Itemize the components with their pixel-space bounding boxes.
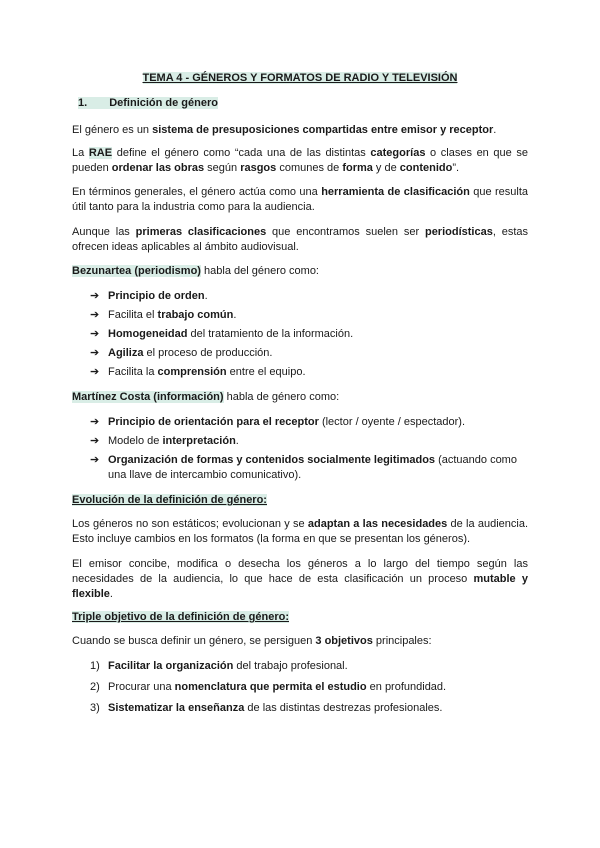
list-item: ➔ Organización de formas y contenidos socialmente legitimados (actuando como una llave de intercambio comunicativo). — [90, 454, 517, 481]
martinez-costa-name: Martínez Costa (información) — [72, 391, 224, 403]
paragraph-rae: La RAE define el género como “cada una de las distintas categorías o clases en que se pueden ordenar las obras según rasgos comunes de forma y de contenido”. — [72, 147, 528, 174]
arrow-bullet-icon: ➔ — [90, 454, 100, 466]
section-heading-1 — [78, 96, 534, 111]
list-item: ➔ Modelo de interpretación. — [90, 435, 239, 447]
page-title-text: TEMA 4 - GÉNEROS Y FORMATOS DE RADIO Y TELEVISIÓN — [142, 72, 458, 84]
arrow-bullet-icon: ➔ — [90, 290, 100, 302]
paragraph-classification-tool: En términos generales, el género actúa como una herramienta de clasificación que resulta útil tanto para la industria como para la audiencia. — [72, 186, 528, 213]
page-title — [0, 71, 600, 86]
list-item: ➔ Homogeneidad del tratamiento de la información. — [90, 328, 354, 340]
list-number: 2) — [90, 681, 100, 693]
bezunartea-intro: Bezunartea (periodismo) habla del género como: — [72, 265, 319, 277]
list-item: 1) Facilitar la organización del trabajo profesional. — [90, 660, 348, 672]
objectives-list — [90, 659, 528, 722]
evolution-heading — [72, 493, 528, 508]
list-item: ➔ Principio de orden. — [90, 290, 208, 302]
paragraph-mutable: El emisor concibe, modifica o desecha los géneros a lo largo del tiempo según las necesidades de la audiencia, lo que hace de esta clasificación un proceso mutable y flexible. — [72, 558, 528, 600]
bezunartea-list — [90, 289, 528, 384]
paragraph-first-classifications: Aunque las primeras clasificaciones que encontramos suelen ser periodísticas, estas ofrecen ideas aplicables al ámbito audiovisual. — [72, 226, 528, 253]
evolution-heading-text: Evolución de la definición de género: — [72, 494, 267, 506]
list-number: 3) — [90, 702, 100, 714]
arrow-bullet-icon: ➔ — [90, 309, 100, 321]
list-item: ➔ Facilita el trabajo común. — [90, 309, 237, 321]
triple-objective-heading — [72, 610, 528, 625]
martinez-costa-list — [90, 415, 528, 487]
paragraph-genre-definition: El género es un sistema de presuposiciones compartidas entre emisor y receptor. — [72, 124, 497, 136]
list-item: ➔ Facilita la comprensión entre el equipo. — [90, 366, 306, 378]
list-number: 1) — [90, 660, 100, 672]
arrow-bullet-icon: ➔ — [90, 435, 100, 447]
triple-objective-heading-text: Triple objetivo de la definición de género: — [72, 611, 289, 623]
list-item: 2) Procurar una nomenclatura que permita el estudio en profundidad. — [90, 681, 447, 693]
section-number: 1. — [78, 97, 88, 109]
list-item: ➔ Principio de orientación para el receptor (lector / oyente / espectador). — [90, 416, 466, 428]
paragraph-objectives-intro: Cuando se busca definir un género, se persiguen 3 objetivos principales: — [72, 635, 432, 647]
rae-highlight: RAE — [88, 147, 113, 159]
list-item: ➔ Agiliza el proceso de producción. — [90, 347, 273, 359]
paragraph-evolution: Los géneros no son estáticos; evolucionan y se adaptan a las necesidades de la audiencia. Esto incluye cambios en los formatos (la forma en que se presentan los géneros). — [72, 518, 528, 545]
list-item: 3) Sistematizar la enseñanza de las distintas destrezas profesionales. — [90, 702, 443, 714]
arrow-bullet-icon: ➔ — [90, 366, 100, 378]
martinez-costa-intro: Martínez Costa (información) habla de género como: — [72, 391, 340, 403]
section-label: Definición de género — [109, 97, 218, 109]
section-heading-1-text — [78, 97, 218, 109]
bezunartea-name: Bezunartea (periodismo) — [72, 265, 201, 277]
arrow-bullet-icon: ➔ — [90, 416, 100, 428]
arrow-bullet-icon: ➔ — [90, 328, 100, 340]
arrow-bullet-icon: ➔ — [90, 347, 100, 359]
